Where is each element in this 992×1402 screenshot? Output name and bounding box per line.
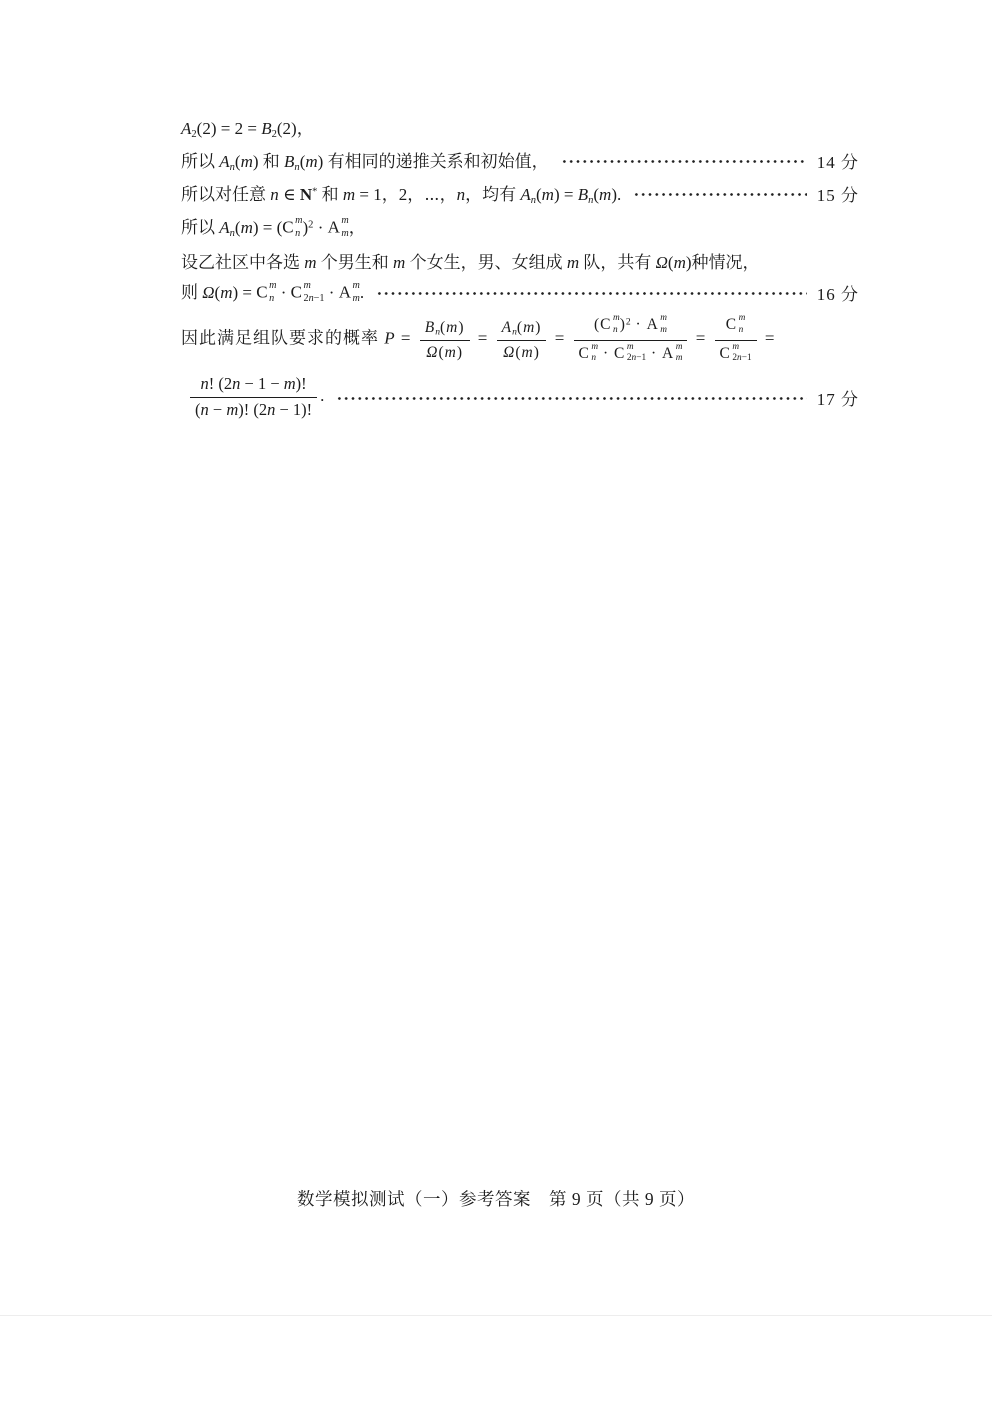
formula-line-8 [181,372,859,422]
formula-line-4 [181,210,859,245]
comb-symbol: C m n [578,341,599,364]
comb-symbol: C m 2n−1 [719,341,752,364]
formula-line-3 [181,176,859,210]
comb-symbol: C m n [282,215,303,240]
comb-symbol: C m 2n−1 [614,341,647,364]
comb-symbol: C m n [256,279,277,304]
comb-symbol: A m m [662,341,683,364]
formula-line-5 [181,245,859,276]
scan-artifact-line [0,1315,992,1316]
score-label: 14 分 [816,152,859,172]
dotted-leader [336,396,806,401]
fraction: $\frac{n! (2n - 1 - m)!}{(n - m)! (2n - 1)!}$ [190,374,317,420]
formula: 所以 $A_n(m)$ 和 $B_n(m)$ 有相同的递推关系和初始值， [181,151,549,173]
comb-symbol: C m n [600,313,620,335]
comb-symbol: A m m [327,215,349,240]
formula-line-7 [181,308,859,372]
formula: 则 Ω(m) = C m n · C m 2n−1 · A m m . [181,278,364,307]
comb-symbol: A m m [646,313,668,335]
score-label: 16 分 [816,284,859,304]
formula-line-1 [181,110,859,144]
formula-line-2 [181,144,859,176]
comb-symbol: C m n [725,313,746,335]
formula: 设乙社区中各选 m 个男生和 m 个女生，男、女组成 m 队，共有 Ω(m)种情况， [181,253,760,272]
formula: $A_2(2) = 2 = B_2(2)$， [181,118,314,140]
formula: 因此满足组队要求的概率 P = $\frac{B_n(m)}{\Omega(m)}$ = $\frac{A_n(m)}{\Omega(m)}$ = (C m n )$^2$ · A m m C m n · C m 2n−1 · A m m = C m n C m 2n−1 = [181,314,775,365]
fraction [715,314,757,365]
formula: 所以 $A_n(m) = (C$ m n )$^2$ · A m m ， [181,213,366,242]
comb-symbol: A m m [338,279,360,304]
fraction: $\frac{B_n(m)}{\Omega(m)}$ [420,318,470,362]
fraction: $\frac{A_n(m)}{\Omega(m)}$ [497,318,547,362]
formula: $\frac{n! (2n - 1 - m)!}{(n - m)! (2n - 1)!}$ . [187,374,324,420]
formula-line-6 [181,276,859,308]
dotted-leader [633,192,807,197]
fraction: (C m n )$^2$ · A m m C m n · C m 2n−1 · A m m [574,314,688,365]
page-footer: 数学模拟测试（一）参考答案 第 9 页（共 9 页） [297,1189,695,1209]
formula: 所以对任意 n ∈ N* 和 m = 1，2，⋯，n，均有 $A_n(m) = B_n(m)$. [181,184,622,206]
comb-symbol: C m 2n−1 [290,279,325,304]
score-label: 15 分 [816,185,859,205]
dotted-leader [561,159,807,164]
answer-content [181,110,859,422]
score-label: 17 分 [816,389,859,409]
dotted-leader [376,291,807,296]
